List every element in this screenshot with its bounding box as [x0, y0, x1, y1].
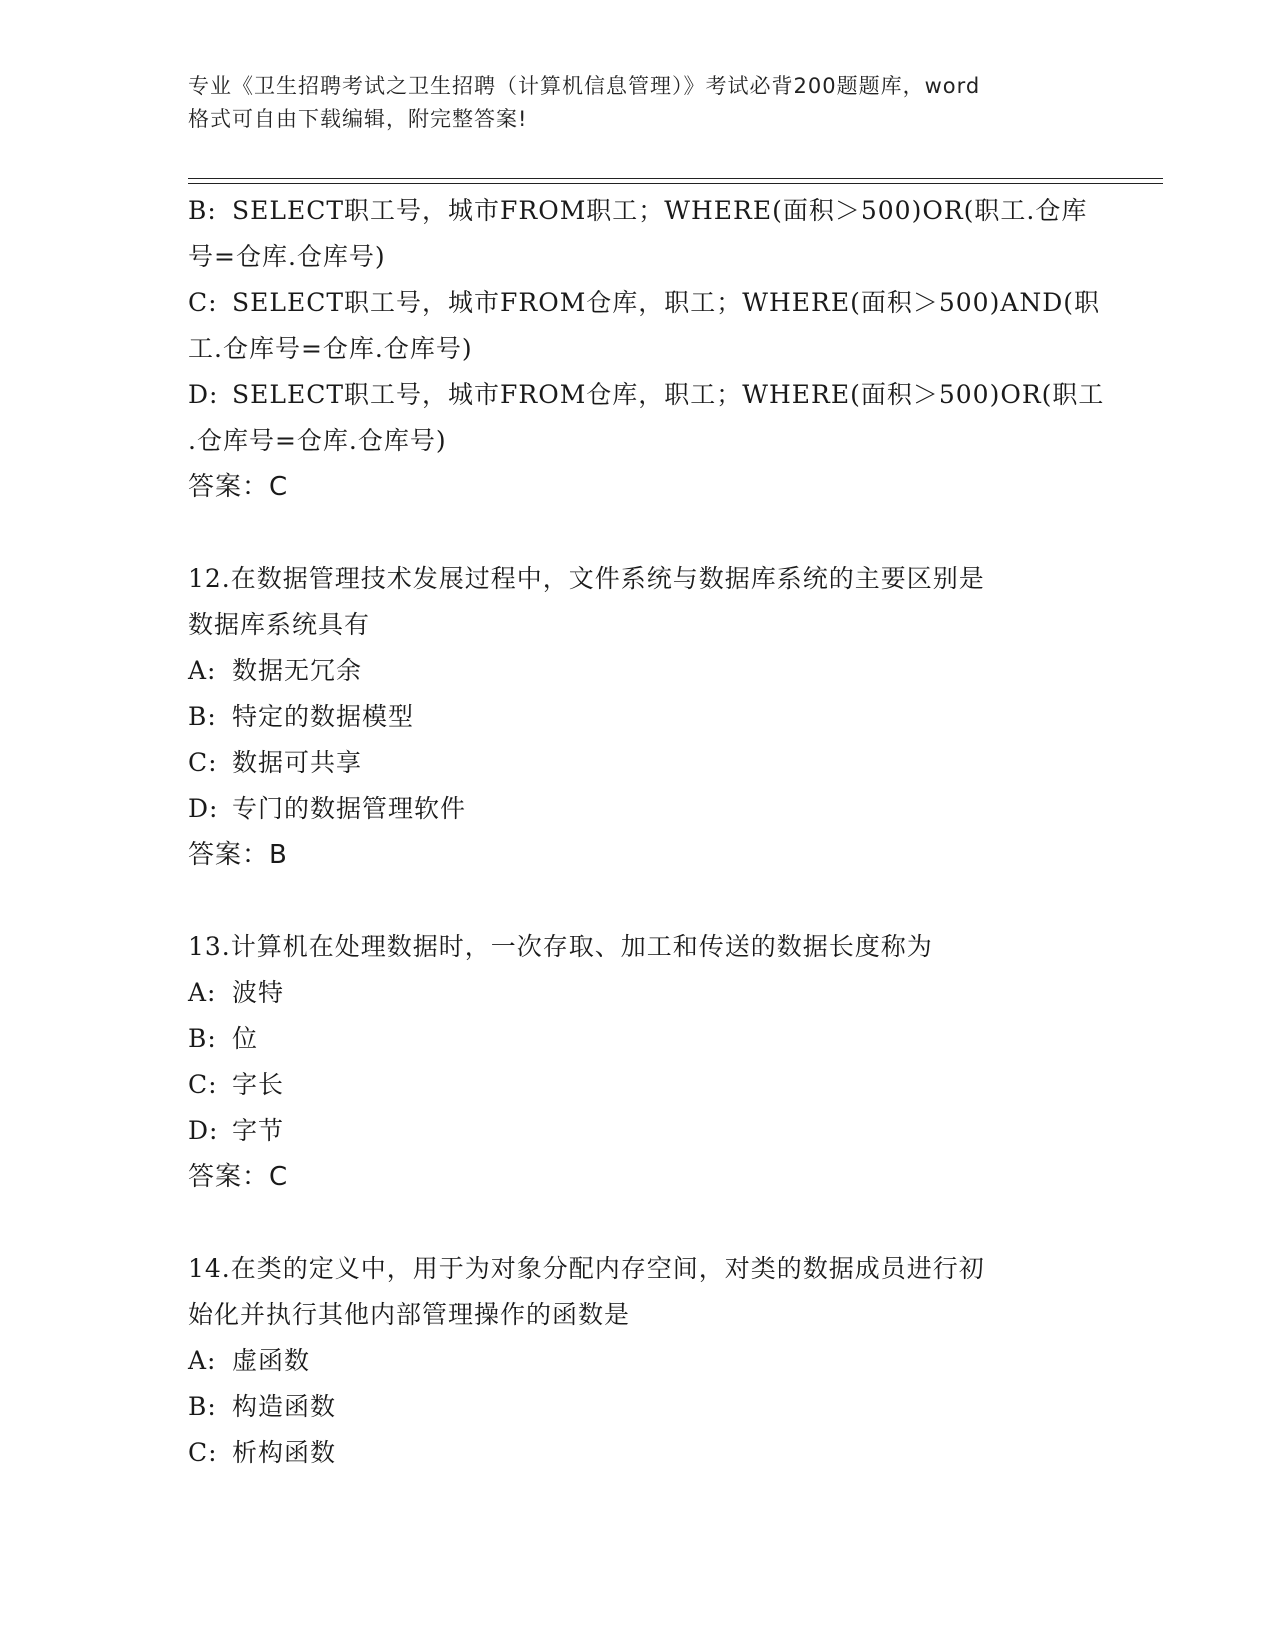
- option-label: D:: [188, 794, 219, 823]
- option-text: 数据可共享: [232, 748, 363, 777]
- header-rule-top: [188, 178, 1163, 179]
- option-text-continued: .仓库号=仓库.仓库号): [188, 426, 447, 455]
- option-text: SELECT职工号，城市FROM仓库，职工；WHERE(面积＞500)AND(职: [232, 288, 1101, 317]
- question-14: [188, 1246, 1088, 1476]
- option-d: [188, 786, 1088, 832]
- header-rule-bottom: [188, 183, 1163, 184]
- option-text: 构造函数: [232, 1392, 337, 1421]
- option-label: B:: [188, 1024, 217, 1053]
- option-text: 字长: [232, 1070, 285, 1099]
- option-label: A:: [188, 656, 217, 685]
- option-text: 专门的数据管理软件: [232, 794, 467, 823]
- option-label: D:: [188, 380, 219, 409]
- question-stem-continued: 始化并执行其他内部管理操作的函数是: [188, 1300, 631, 1329]
- option-c: [188, 1430, 1088, 1476]
- option-text-continued: 工.仓库号=仓库.仓库号): [188, 334, 473, 363]
- option-text: 数据无冗余: [232, 656, 363, 685]
- option-label: A:: [188, 978, 217, 1007]
- option-label: C:: [188, 1438, 218, 1467]
- option-b: [188, 1016, 1088, 1062]
- option-text: 波特: [232, 978, 285, 1007]
- option-b: [188, 694, 1088, 740]
- option-label: D:: [188, 1116, 219, 1145]
- prev-question-answer: 答案：C: [188, 472, 289, 502]
- option-a: [188, 970, 1088, 1016]
- option-d: [188, 1108, 1088, 1154]
- prev-question-option-c: [188, 280, 1101, 372]
- option-text-continued: 号=仓库.仓库号): [188, 242, 386, 271]
- option-label: C:: [188, 1070, 218, 1099]
- question-answer: 答案：C: [188, 1162, 289, 1192]
- option-text: 虚函数: [232, 1346, 311, 1375]
- option-label: A:: [188, 1346, 217, 1375]
- question-content: [188, 188, 1105, 1476]
- option-label: B:: [188, 196, 217, 225]
- option-label: B:: [188, 1392, 217, 1421]
- option-label: C:: [188, 748, 218, 777]
- question-stem-continued: 数据库系统具有: [188, 610, 371, 639]
- option-a: [188, 1338, 1088, 1384]
- option-text: SELECT职工号，城市FROM职工；WHERE(面积＞500)OR(职工.仓库: [232, 196, 1088, 225]
- document-header: [188, 70, 1088, 136]
- option-text: 位: [232, 1024, 259, 1053]
- option-text: SELECT职工号，城市FROM仓库，职工；WHERE(面积＞500)OR(职工: [232, 380, 1105, 409]
- option-text: 特定的数据模型: [232, 702, 415, 731]
- option-label: B:: [188, 702, 217, 731]
- option-label: C:: [188, 288, 218, 317]
- option-b: [188, 1384, 1088, 1430]
- question-stem: 13.计算机在处理数据时，一次存取、加工和传送的数据长度称为: [188, 932, 933, 961]
- prev-question-option-b: [188, 188, 1088, 280]
- option-c: [188, 740, 1088, 786]
- option-text: 析构函数: [232, 1438, 337, 1467]
- question-stem: 14.在类的定义中，用于为对象分配内存空间，对类的数据成员进行初: [188, 1254, 985, 1283]
- question-12: [188, 556, 1088, 878]
- header-line-2: 格式可自由下载编辑，附完整答案!: [188, 107, 528, 131]
- option-a: [188, 648, 1088, 694]
- option-text: 字节: [232, 1116, 285, 1145]
- question-stem: 12.在数据管理技术发展过程中，文件系统与数据库系统的主要区别是: [188, 564, 985, 593]
- prev-question-option-d: [188, 372, 1105, 464]
- option-c: [188, 1062, 1088, 1108]
- header-line-1: 专业《卫生招聘考试之卫生招聘（计算机信息管理）》考试必背200题题库，word: [188, 74, 981, 98]
- question-13: [188, 924, 1088, 1200]
- question-answer: 答案：B: [188, 840, 288, 870]
